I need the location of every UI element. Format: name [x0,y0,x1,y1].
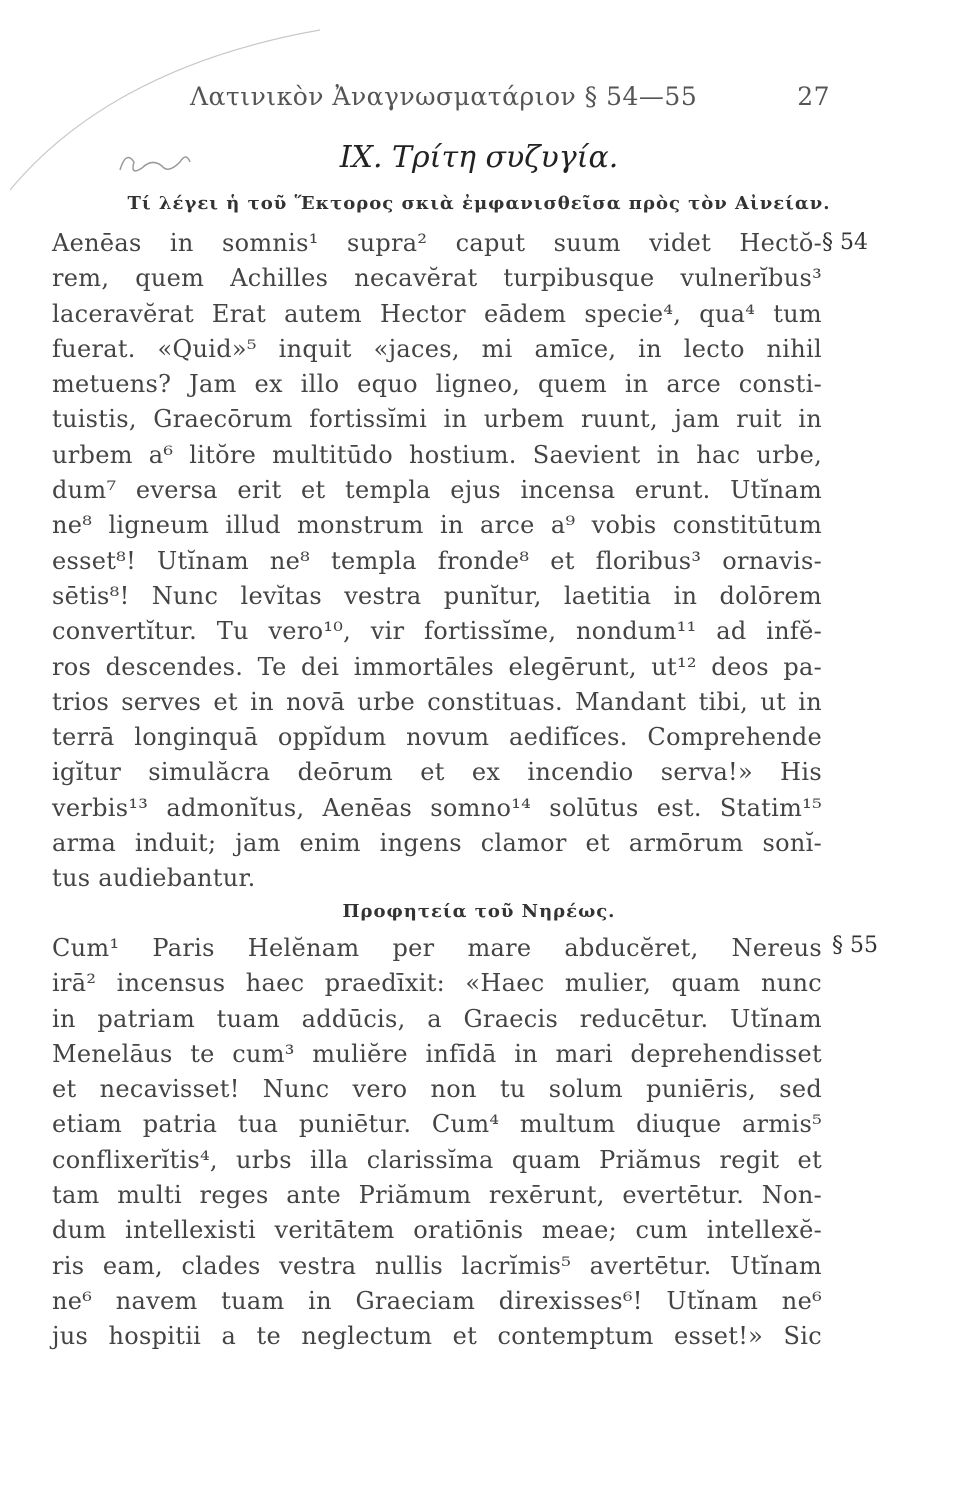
text-line: conflixerĭtis⁴, urbs illa clarissĭma quam Priămus regit et [52,1145,822,1174]
text-line: urbem a⁶ litŏre multitūdo hostium. Saevient in hac urbe, [52,440,822,469]
text-line: arma induit; jam enim ingens clamor et armōrum sonĭ- [52,829,822,858]
running-title: Λατινικὸν Ἀναγνωσματάριον § 54—55 [190,82,698,111]
paragraph-2 [52,931,822,1355]
margin-ref-54: § 54 [822,230,868,255]
text-line: verbis¹³ admonĭtus, Aenēas somno¹⁴ solūtus est. Statim¹⁵ [52,793,822,822]
text-line: trios serves et in novā urbe constituas. Mandant tibi, ut in [52,687,822,716]
text-line: tuistis, Graecōrum fortissĭmi in urbem ruunt, jam ruit in [52,405,822,434]
text-line: dum⁷ eversa erit et templa ejus incensa erunt. Utĭnam [52,476,822,505]
text-line: metuens? Jam ex illo equo ligneo, quem in arce consti- [52,370,822,399]
text-line: Aenēas in somnis¹ supra² caput suum videt Hectŏ- [52,229,822,257]
pencil-mark [0,0,958,260]
page-number: 27 [797,82,830,111]
section-title: IX. Τρίτη συζυγία. [339,140,619,175]
text-line: irā² incensus haec praedīxit: «Haec mulier, quam nunc [52,969,822,998]
paragraph-1 [52,226,822,897]
text-line: laceravĕrat Erat autem Hector eādem specie⁴, qua⁴ tum [52,299,822,328]
text-line: etiam patria tua puniētur. Cum⁴ multum diuque armis⁵ [52,1110,822,1139]
section-subtitle: Τί λέγει ἡ τοῦ Ἕκτορος σκιὰ ἐμφανισθεῖσα πρὸς τὸν Αἰνείαν. [127,193,831,214]
text-line: igĭtur simulăcra deōrum et ex incendio serva!» His [52,758,822,787]
text-line: Cum¹ Paris Helĕnam per mare abducĕret, Nereus [52,934,822,962]
page-header [190,82,830,111]
text-line: ne⁸ ligneum illud monstrum in arce a⁹ vobis constitūtum [52,511,822,540]
subsection-subtitle: Προφητεία τοῦ Νηρέως. [342,901,616,922]
text-line: ne⁶ navem tuam in Graeciam direxisses⁶! Utĭnam ne⁶ [52,1286,822,1315]
text-line: tam multi reges ante Priămum rexērunt, evertētur. Non- [52,1181,822,1210]
margin-ref-55: § 55 [832,933,878,958]
text-line: et necavisset! Nunc vero non tu solum puniēris, sed [52,1075,822,1104]
text-line: esset⁸! Utĭnam ne⁸ templa fronde⁸ et floribus³ ornavis- [52,546,822,575]
text-line: tus audiebantur. [52,864,256,893]
text-line: Menelāus te cum³ muliĕre infīdā in mari deprehendisset [52,1039,822,1068]
text-line: sētis⁸! Nunc levĭtas vestra punĭtur, laetitia in dolōrem [52,581,822,610]
text-line: fuerat. «Quid»⁵ inquit «jaces, mi amīce, in lecto nihil [52,334,822,363]
text-line: in patriam tuam addūcis, a Graecis reducētur. Utĭnam [52,1004,822,1033]
text-line: dum intellexisti veritātem oratiōnis meae; cum intellexĕ- [52,1216,822,1245]
text-line: jus hospitii a te neglectum et contemptum esset!» Sic [52,1322,822,1351]
text-line: ris eam, clades vestra nullis lacrĭmis⁵ avertētur. Utĭnam [52,1251,822,1280]
text-line: ros descendes. Te dei immortāles elegērunt, ut¹² deos pa- [52,652,822,681]
text-line: convertĭtur. Tu vero¹⁰, vir fortissĭme, nondum¹¹ ad infĕ- [52,617,822,646]
text-line: rem, quem Achilles necavĕrat turpibusque vulnerĭbus³ [52,264,822,293]
text-line: terrā longinquā oppĭdum novum aedifĭces. Comprehende [52,723,822,752]
